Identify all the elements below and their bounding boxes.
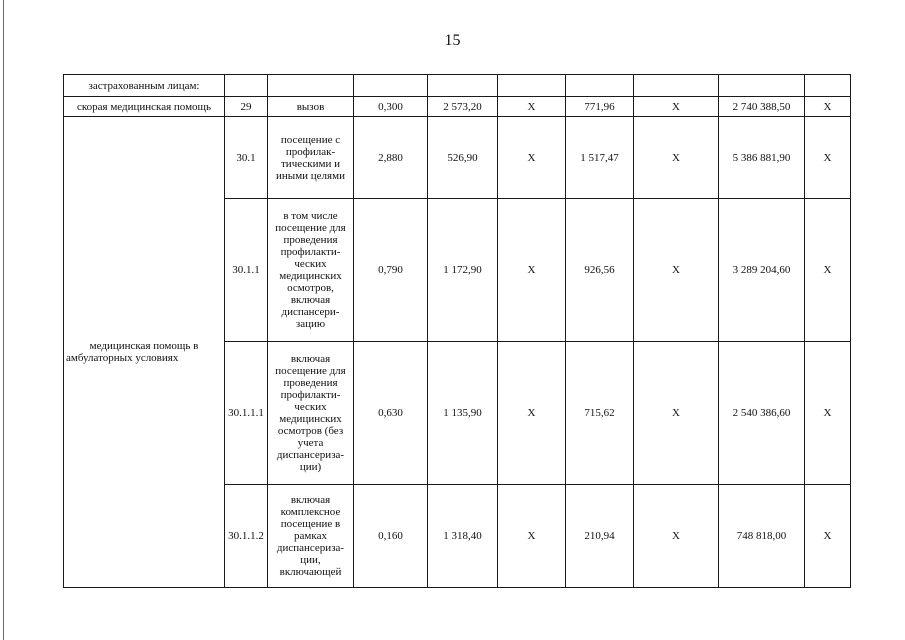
row-col9 [719, 75, 805, 97]
row-col9: 3 289 204,60 [719, 199, 805, 342]
row-norm: 0,790 [354, 199, 428, 342]
row-norm [354, 75, 428, 97]
row-unit: посещение с профилак-тическими и иными целями [268, 117, 354, 199]
row-col8: X [634, 485, 719, 588]
row-cost: 1 172,90 [428, 199, 498, 342]
tariff-table [63, 74, 851, 588]
table-row [64, 117, 851, 199]
row-col7: 1 517,47 [566, 117, 634, 199]
row-norm: 0,160 [354, 485, 428, 588]
row-col8: X [634, 117, 719, 199]
row-col9: 5 386 881,90 [719, 117, 805, 199]
row-col10: X [805, 97, 851, 117]
row-col9: 748 818,00 [719, 485, 805, 588]
group-name: медицинская помощь в амбулаторных условиях [64, 117, 225, 588]
row-number [225, 75, 268, 97]
page-edge-line [3, 0, 4, 640]
row-col8: X [634, 199, 719, 342]
row-norm: 0,630 [354, 342, 428, 485]
row-cost: 1 318,40 [428, 485, 498, 588]
row-col10 [805, 75, 851, 97]
row-col8: X [634, 342, 719, 485]
table-row [64, 75, 851, 97]
page-number: 15 [444, 32, 461, 49]
row-col10: X [805, 342, 851, 485]
row-col7 [566, 75, 634, 97]
row-number: 29 [225, 97, 268, 117]
row-col6: X [498, 199, 566, 342]
row-col8: X [634, 97, 719, 117]
table-row [64, 97, 851, 117]
row-cost: 2 573,20 [428, 97, 498, 117]
row-col6: X [498, 342, 566, 485]
row-col10: X [805, 485, 851, 588]
row-cost: 1 135,90 [428, 342, 498, 485]
row-name: застрахованным лицам: [64, 75, 225, 97]
row-col7: 771,96 [566, 97, 634, 117]
row-unit: вызов [268, 97, 354, 117]
row-col7: 926,56 [566, 199, 634, 342]
row-cost [428, 75, 498, 97]
row-norm: 0,300 [354, 97, 428, 117]
row-col10: X [805, 117, 851, 199]
row-number: 30.1.1 [225, 199, 268, 342]
row-col6: X [498, 485, 566, 588]
row-number: 30.1.1.2 [225, 485, 268, 588]
row-number: 30.1.1.1 [225, 342, 268, 485]
row-unit: включая посещение для проведения профилакти-ческих медицинских осмотров (без учета диспансериза-ции) [268, 342, 354, 485]
row-col6: X [498, 97, 566, 117]
row-unit: включая комплексное посещение в рамках диспансериза-ции, включающей [268, 485, 354, 588]
row-col10: X [805, 199, 851, 342]
row-norm: 2,880 [354, 117, 428, 199]
row-cost: 526,90 [428, 117, 498, 199]
row-unit: в том числе посещение для проведения профилакти-ческих медицинских осмотров, включая диспансери-зацию [268, 199, 354, 342]
row-number: 30.1 [225, 117, 268, 199]
row-col8 [634, 75, 719, 97]
row-name: скорая медицинская помощь [64, 97, 225, 117]
row-col6 [498, 75, 566, 97]
row-col7: 715,62 [566, 342, 634, 485]
row-col6: X [498, 117, 566, 199]
row-col9: 2 740 388,50 [719, 97, 805, 117]
row-unit [268, 75, 354, 97]
row-col7: 210,94 [566, 485, 634, 588]
row-col9: 2 540 386,60 [719, 342, 805, 485]
